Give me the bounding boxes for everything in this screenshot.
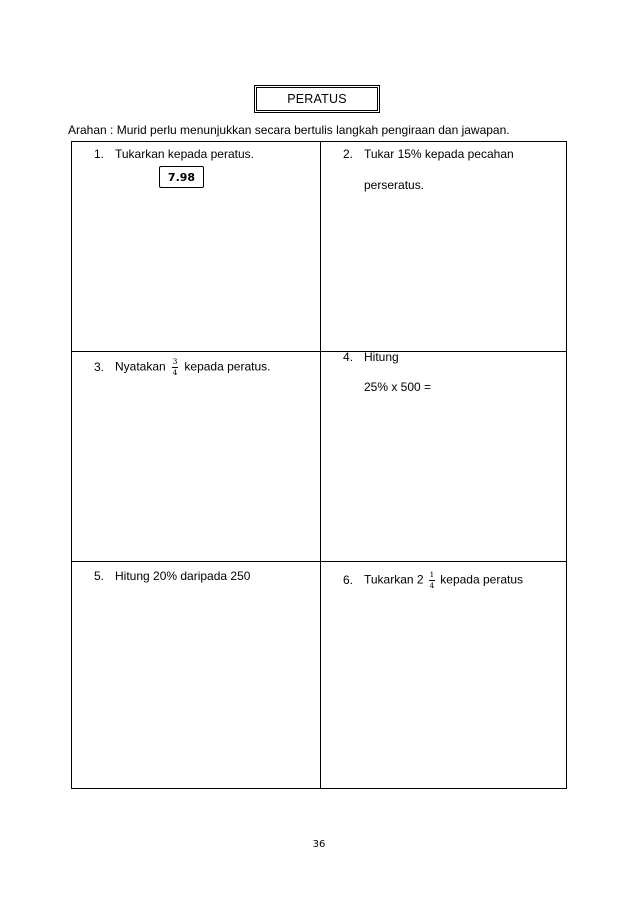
question-text-after: kepada peratus. — [184, 359, 271, 374]
question-text: Tukarkan kepada peratus. — [115, 147, 254, 161]
fraction — [429, 571, 435, 590]
worksheet-title — [254, 85, 380, 113]
question-grid — [71, 141, 567, 789]
question-number: 4. — [343, 350, 354, 364]
question-text-before: Nyatakan — [115, 359, 166, 374]
question-text-line2: 25% x 500 = — [364, 380, 432, 394]
fraction-denominator: 4 — [172, 368, 178, 377]
question-text-line2: perseratus. — [364, 178, 425, 192]
question-1 — [94, 147, 254, 161]
question-6 — [343, 571, 523, 590]
question-text-after: kepada peratus — [440, 572, 524, 587]
title-text: PERATUS — [287, 92, 347, 106]
question-4 — [343, 350, 431, 394]
value-box — [159, 166, 204, 188]
question-text: Hitung 20% daripada 250 — [115, 569, 251, 583]
question-number: 5. — [94, 569, 105, 583]
fraction-numerator: 3 — [172, 357, 178, 366]
question-2 — [343, 147, 514, 192]
fraction-denominator: 4 — [429, 581, 435, 590]
question-text-line1: Tukar 15% kepada pecahan — [364, 147, 514, 161]
directions-text: Arahan : Murid perlu menunjukkan secara bertulis langkah pengiraan dan jawapan. — [68, 123, 510, 137]
row-divider-1 — [72, 351, 566, 352]
page-number: 36 — [312, 839, 326, 850]
question-text-line1: Hitung — [364, 350, 399, 364]
value-text: 7.98 — [167, 170, 196, 184]
fraction-numerator: 1 — [429, 570, 435, 579]
column-divider — [320, 142, 321, 788]
question-3 — [94, 358, 270, 377]
question-5 — [94, 569, 250, 583]
fraction — [172, 358, 178, 377]
row-divider-2 — [72, 561, 566, 562]
question-number: 3. — [94, 359, 105, 374]
question-number: 6. — [343, 572, 354, 587]
question-text-before: Tukarkan 2 — [364, 572, 424, 587]
question-number: 2. — [343, 147, 354, 161]
question-number: 1. — [94, 147, 105, 161]
